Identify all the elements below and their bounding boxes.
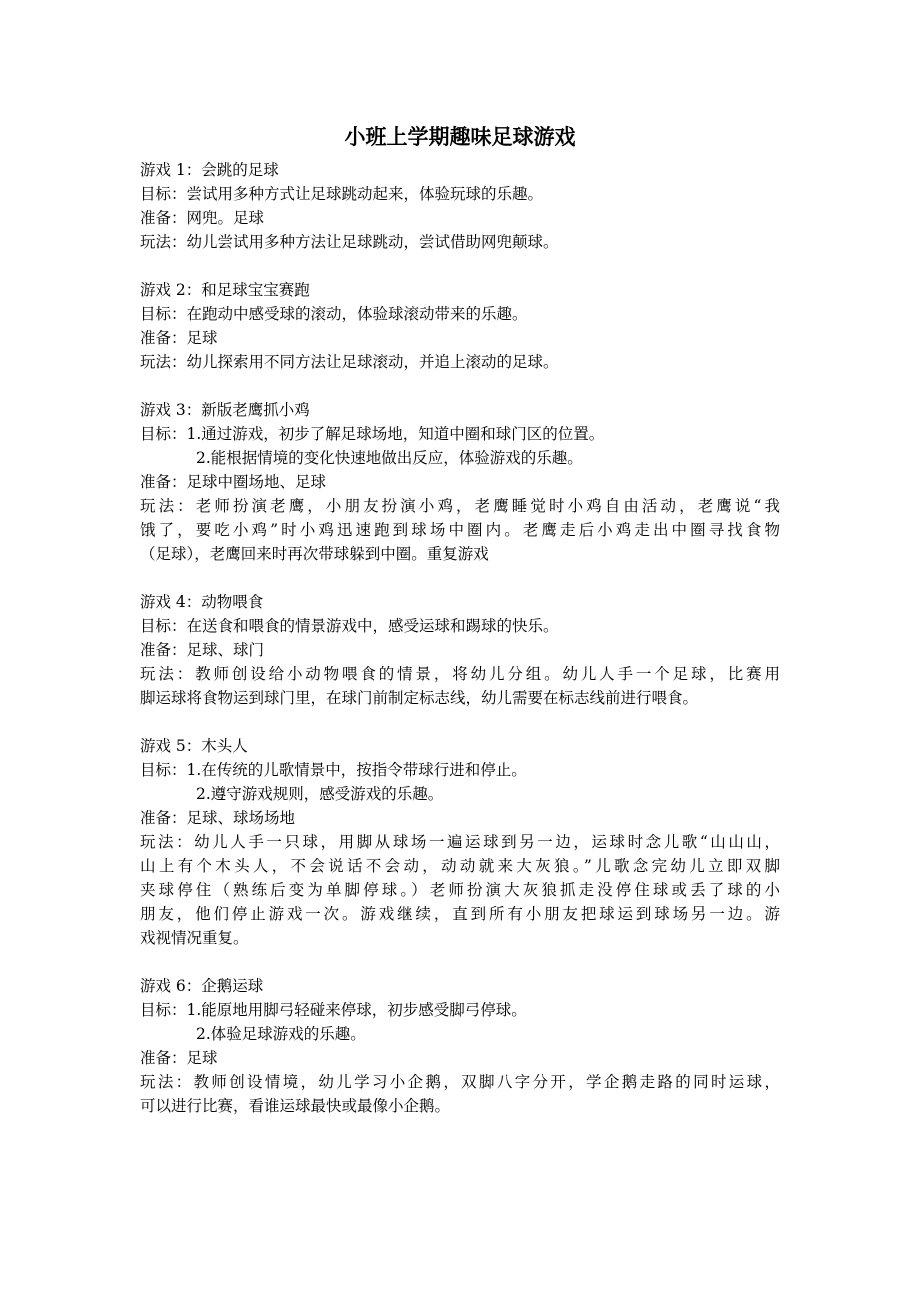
game-prep: 准备：足球 <box>140 329 218 347</box>
game-play: 夹球停住（熟练后变为单脚停球。）老师扮演大灰狼抓走没停住球或丢了球的小 <box>140 881 780 899</box>
game-goal: 2.能根据情境的变化快速地做出反应，体验游戏的乐趣。 <box>196 449 583 467</box>
game-play: 玩法：教师创设情境，幼儿学习小企鹅，双脚八字分开，学企鹅走路的同时运球， <box>140 1073 780 1091</box>
game-goal: 目标：尝试用多种方式让足球跳动起来，体验玩球的乐趣。 <box>140 185 544 203</box>
game-prep: 准备：足球中圈场地、足球 <box>140 473 327 491</box>
game-play: （足球），老鹰回来时再次带球躲到中圈。重复游戏 <box>140 545 489 563</box>
game-play: 玩法：幼儿人手一只球，用脚从球场一遍运球到另一边，运球时念儿歌“山山山， <box>140 833 780 851</box>
spacer <box>140 254 780 278</box>
game-play: 朋友，他们停止游戏一次。游戏继续，直到所有小朋友把球运到球场另一边。游 <box>140 905 780 923</box>
spacer <box>140 566 780 590</box>
game-prep: 准备：网兜。足球 <box>140 209 265 227</box>
document-body <box>140 158 780 1118</box>
game-heading: 游戏 4：动物喂食 <box>140 593 264 611</box>
game-prep: 准备：足球、球场场地 <box>140 809 296 827</box>
game-play: 戏视情况重复。 <box>140 929 249 947</box>
game-heading: 游戏 3：新版老鹰抓小鸡 <box>140 401 310 419</box>
document-title: 小班上学期趣味足球游戏 <box>344 124 576 149</box>
game-goal: 2.遵守游戏规则，感受游戏的乐趣。 <box>196 785 444 803</box>
spacer <box>140 374 780 398</box>
game-heading: 游戏 2：和足球宝宝赛跑 <box>140 281 310 299</box>
game-heading: 游戏 5：木头人 <box>140 737 248 755</box>
game-goal: 目标：在跑动中感受球的滚动，体验球滚动带来的乐趣。 <box>140 305 528 323</box>
game-prep: 准备：足球、球门 <box>140 641 265 659</box>
game-play: 玩法：老师扮演老鹰，小朋友扮演小鸡，老鹰睡觉时小鸡自由活动，老鹰说“我 <box>140 497 780 515</box>
game-goal: 目标：在送食和喂食的情景游戏中，感受运球和踢球的快乐。 <box>140 617 559 635</box>
game-play: 可以进行比赛，看谁运球最快或最像小企鹅。 <box>140 1097 451 1115</box>
game-heading: 游戏 1：会跳的足球 <box>140 161 279 179</box>
game-goal: 目标：1.通过游戏，初步了解足球场地，知道中圈和球门区的位置。 <box>140 425 605 443</box>
game-play: 饿了，要吃小鸡”时小鸡迅速跑到球场中圈内。老鹰走后小鸡走出中圈寻找食物 <box>140 521 780 539</box>
game-goal: 2.体验足球游戏的乐趣。 <box>196 1025 366 1043</box>
game-play: 玩法：幼儿探索用不同方法让足球滚动，并追上滚动的足球。 <box>140 353 559 371</box>
game-prep: 准备：足球 <box>140 1049 218 1067</box>
game-heading: 游戏 6：企鹅运球 <box>140 977 264 995</box>
game-play: 山上有个木头人，不会说话不会动，动动就来大灰狼。”儿歌念完幼儿立即双脚 <box>140 857 780 875</box>
game-goal: 目标：1.在传统的儿歌情景中，按指令带球行进和停止。 <box>140 761 527 779</box>
spacer <box>140 710 780 734</box>
game-play: 玩法：教师创设给小动物喂食的情景，将幼儿分组。幼儿人手一个足球，比赛用 <box>140 665 780 683</box>
game-play: 脚运球将食物运到球门里，在球门前制定标志线，幼儿需要在标志线前进行喂食。 <box>140 689 699 707</box>
game-goal: 目标：1.能原地用脚弓轻碰来停球，初步感受脚弓停球。 <box>140 1001 527 1019</box>
game-play: 玩法：幼儿尝试用多种方法让足球跳动，尝试借助网兜颠球。 <box>140 233 559 251</box>
spacer <box>140 950 780 974</box>
